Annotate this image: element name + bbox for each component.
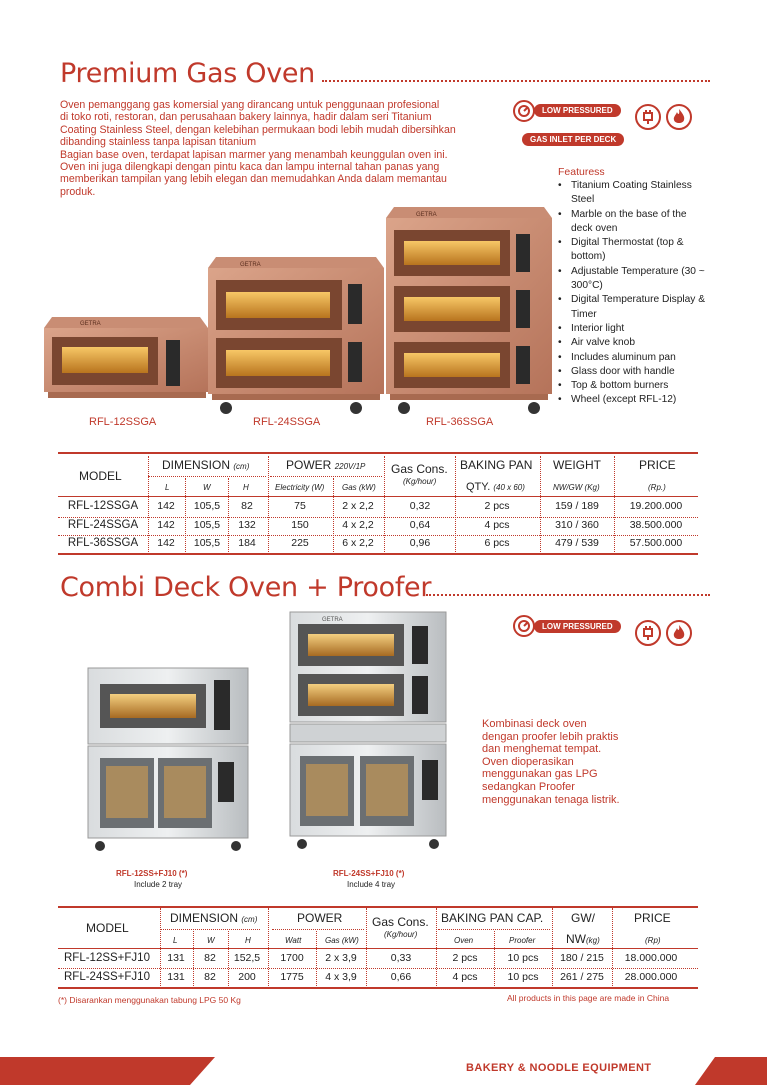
combi-oven-illustrations — [84, 610, 454, 865]
desc-line: dibanding stainless tanpa lapisan titanium — [60, 136, 257, 149]
col-pan-qty-unit: (40 x 60) — [493, 483, 525, 492]
combi-model2-tray: Include 4 tray — [347, 880, 396, 889]
table-cell: 82 — [204, 971, 216, 983]
table-cell-model: RFL-36SSGA — [67, 537, 139, 549]
desc-line: sedangkan Proofer — [482, 780, 575, 793]
section1-title: Premium Gas Oven — [60, 58, 315, 89]
table-cell: 225 — [291, 537, 309, 549]
table-cell: 142 — [157, 537, 175, 549]
table-cell: 105,5 — [193, 500, 221, 512]
combi-rfl24-image — [290, 612, 446, 849]
table-cell-model: RFL-12SS+FJ10 — [64, 952, 150, 964]
table-cell: 142 — [157, 500, 175, 512]
desc-line: dan menghemat tempat. — [482, 743, 602, 756]
table-cell: 19.200.000 — [629, 500, 683, 512]
table-cell: 0,32 — [409, 500, 431, 512]
col-dimension-text: DIMENSION — [162, 458, 231, 472]
model-label-rfl36: RFL-36SSGA — [426, 416, 494, 428]
col-price-unit: (Rp) — [645, 936, 661, 945]
gauge-icon — [513, 100, 535, 122]
feature-item: • Titanium Coating Stainless Steel — [558, 179, 708, 208]
table-cell: 0,96 — [409, 537, 431, 549]
table-cell: 1700 — [280, 952, 304, 964]
flame-icon — [666, 620, 692, 646]
row-divider — [58, 968, 698, 969]
title-dotted-rule — [322, 80, 710, 82]
desc-line: dengan proofer lebih praktis — [482, 730, 619, 743]
table-cell: 159 / 189 — [555, 500, 599, 512]
feature-item: • Top & bottom burners — [558, 379, 708, 393]
sub-h: H — [245, 936, 251, 945]
col-power-unit: 220V/1P — [334, 462, 366, 471]
sub-watt: Watt — [285, 936, 302, 945]
features-title: Featuress — [558, 166, 605, 178]
feature-item: • Glass door with handle — [558, 365, 708, 379]
col-price-unit: (Rp.) — [648, 483, 666, 492]
table-cell: 6 x 2,2 — [342, 537, 374, 549]
table-cell: 82 — [241, 500, 253, 512]
col-gas-cons: Gas Cons. — [372, 915, 429, 929]
desc-line: di toko roti, restoran, dan perusahaan bakery lainnya, hadir dalam seri Titanium — [60, 111, 432, 124]
row-divider — [272, 929, 364, 930]
table-cell: 150 — [291, 519, 309, 531]
col-power: POWER — [297, 911, 343, 925]
col-baking-pan: BAKING PAN — [460, 458, 533, 472]
brand-logo: GETRA — [416, 212, 437, 218]
brand-logo: GETRA — [80, 321, 101, 327]
sub-proofer: Proofer — [509, 936, 536, 945]
col-power-text: POWER — [286, 458, 332, 472]
section2-title: Combi Deck Oven + Proofer — [60, 572, 432, 603]
model-label-rfl24: RFL-24SSGA — [253, 416, 321, 428]
table-cell: 142 — [157, 519, 175, 531]
col-weight-unit: NW/GW (Kg) — [553, 483, 600, 492]
feature-item: • Digital Thermostat (top & bottom) — [558, 236, 708, 265]
features-list — [558, 179, 708, 408]
table-top-rule — [58, 452, 698, 454]
desc-line: Oven dioperasikan — [482, 755, 574, 768]
table-cell: 0,64 — [409, 519, 431, 531]
low-pressured-badge: LOW PRESSURED — [534, 104, 621, 117]
table-cell: 479 / 539 — [555, 537, 599, 549]
sub-h: H — [243, 483, 249, 492]
col-baking-pan: BAKING PAN CAP. — [441, 911, 544, 925]
table-cell: 4 x 2,2 — [342, 519, 374, 531]
row-divider — [148, 476, 266, 477]
table-header-rule — [58, 948, 698, 949]
table-cell-model: RFL-24SS+FJ10 — [64, 971, 150, 983]
feature-item: • Includes aluminum pan — [558, 351, 708, 365]
table-cell: 4 pcs — [452, 971, 478, 983]
table-cell: 4 x 3,9 — [325, 971, 357, 983]
table-cell: 2 pcs — [452, 952, 478, 964]
col-dimension-text: DIMENSION — [170, 911, 239, 925]
model-label-rfl12: RFL-12SSGA — [89, 416, 157, 428]
col-weight: WEIGHT — [553, 458, 601, 472]
col-nw-unit: (kg) — [586, 936, 600, 945]
oven-rfl24-image — [208, 257, 384, 414]
table-cell: 2 x 3,9 — [325, 952, 357, 964]
row-divider — [438, 929, 550, 930]
gas-oven-illustrations — [40, 200, 560, 425]
col-dimension — [162, 458, 249, 472]
col-dimension-unit: (cm) — [241, 915, 258, 924]
col-gw: GW/ — [571, 911, 595, 925]
table-cell-model: RFL-12SSGA — [67, 500, 139, 512]
table-header-rule — [58, 496, 698, 497]
col-nw — [566, 932, 600, 946]
table-cell: 6 pcs — [484, 537, 510, 549]
col-nw-text: NW — [566, 932, 586, 946]
row-divider — [58, 517, 698, 518]
table-cell: 105,5 — [193, 519, 221, 531]
table-top-rule — [58, 906, 698, 908]
combi-model1-label: RFL-12SS+FJ10 (*) — [116, 869, 188, 878]
desc-line: memberikan tampilan yang lebih elegan dan memudahkan Anda dalam memantau — [60, 173, 447, 186]
sub-l: L — [165, 483, 170, 492]
table-cell: 2 pcs — [484, 500, 510, 512]
table-cell: 132 — [238, 519, 256, 531]
desc-line: produk. — [60, 185, 96, 198]
feature-item: • Interior light — [558, 322, 708, 336]
low-pressured-badge: LOW PRESSURED — [534, 620, 621, 633]
table-cell: 131 — [167, 971, 185, 983]
table-cell: 0,66 — [390, 971, 412, 983]
col-pan-qty-text: QTY. — [466, 481, 491, 493]
row-divider — [270, 476, 382, 477]
sub-gas: Gas (kW) — [325, 936, 359, 945]
feature-item: • Digital Temperature Display & Timer — [558, 293, 708, 322]
table-cell: 261 / 275 — [560, 971, 604, 983]
table-cell: 180 / 215 — [560, 952, 604, 964]
sub-l: L — [173, 936, 178, 945]
oven-rfl36-image — [386, 207, 552, 414]
table-cell: 0,33 — [390, 952, 412, 964]
col-dimension-unit: (cm) — [233, 462, 250, 471]
col-pan-qty — [466, 481, 525, 493]
footer-bar — [0, 1057, 767, 1085]
combi-model1-tray: Include 2 tray — [134, 880, 183, 889]
col-price: PRICE — [634, 911, 671, 925]
title-dotted-rule — [426, 594, 710, 596]
gas-inlet-badge: GAS INLET PER DECK — [522, 133, 624, 146]
table-cell: 184 — [238, 537, 256, 549]
brand-logo: GETRA — [240, 262, 261, 268]
table-cell: 105,5 — [193, 537, 221, 549]
col-power — [286, 458, 365, 472]
made-in-note: All products in this page are made in China — [507, 993, 670, 1003]
table-cell: 82 — [204, 952, 216, 964]
sub-w: W — [207, 936, 215, 945]
footnote: (*) Disarankan menggunakan tabung LPG 50 Kg — [58, 995, 241, 1005]
feature-item: • Air valve knob — [558, 336, 708, 350]
table-bottom-rule — [58, 553, 698, 555]
col-dimension — [170, 911, 257, 925]
desc-line: menggunakan tenaga listrik. — [482, 793, 620, 806]
oven-rfl12-image — [44, 317, 208, 398]
table-cell: 18.000.000 — [624, 952, 678, 964]
desc-line: Oven ini juga dilengkapi dengan pintu kaca dan lampu internal tahan panas yang — [60, 161, 440, 174]
table-cell: 310 / 360 — [555, 519, 599, 531]
col-model: MODEL — [86, 921, 129, 935]
table-cell: 131 — [167, 952, 185, 964]
feature-item: • Marble on the base of the deck oven — [558, 208, 708, 237]
sub-gas: Gas (kW) — [342, 483, 376, 492]
table-bottom-rule — [58, 987, 698, 989]
plug-icon — [635, 104, 661, 130]
combi-model2-label: RFL-24SS+FJ10 (*) — [333, 869, 405, 878]
table-cell: 38.500.000 — [629, 519, 683, 531]
sub-electricity: Electricity (W) — [275, 483, 325, 492]
col-model: MODEL — [79, 469, 122, 483]
brand-logo: GETRA — [322, 617, 343, 623]
table-cell: 10 pcs — [507, 971, 539, 983]
sub-w: W — [203, 483, 211, 492]
desc-line: Coating Stainless Steel, dengan kelebihan permukaan bodi lebih mudah dibersihkan — [60, 123, 456, 136]
row-divider — [58, 535, 698, 536]
plug-icon — [635, 620, 661, 646]
section2-description — [482, 718, 662, 806]
gauge-icon — [513, 615, 535, 637]
feature-item: • Wheel (except RFL-12) — [558, 393, 708, 407]
table-cell: 200 — [238, 971, 256, 983]
desc-line: Kombinasi deck oven — [482, 718, 587, 730]
col-gas-cons: Gas Cons. — [391, 462, 448, 476]
table-cell: 10 pcs — [507, 952, 539, 964]
desc-line: Oven pemanggang gas komersial yang dirancang untuk penggunaan profesional — [60, 99, 440, 111]
table-cell: 152,5 — [233, 952, 261, 964]
table-cell: 57.500.000 — [629, 537, 683, 549]
sub-oven: Oven — [454, 936, 474, 945]
desc-line: Bagian base oven, terdapat lapisan marmer yang menambah keunggulan oven ini. — [60, 148, 448, 161]
table-cell: 75 — [294, 500, 306, 512]
table-cell: 4 pcs — [484, 519, 510, 531]
footer-label: BAKERY & NOODLE EQUIPMENT — [466, 1062, 652, 1074]
desc-line: menggunakan gas LPG — [482, 768, 598, 781]
table-cell: 1775 — [280, 971, 304, 983]
table-cell-model: RFL-24SSGA — [67, 519, 139, 531]
feature-item: • Adjustable Temperature (30 ~ 300°C) — [558, 265, 708, 294]
row-divider — [160, 929, 260, 930]
flame-icon — [666, 104, 692, 130]
table-cell: 28.000.000 — [624, 971, 678, 983]
combi-rfl12-image — [88, 668, 248, 851]
col-gas-unit: (Kg/hour) — [403, 477, 437, 486]
table-cell: 2 x 2,2 — [342, 500, 374, 512]
section1-description — [60, 99, 520, 198]
col-price: PRICE — [639, 458, 676, 472]
col-gas-unit: (Kg/hour) — [384, 930, 418, 939]
